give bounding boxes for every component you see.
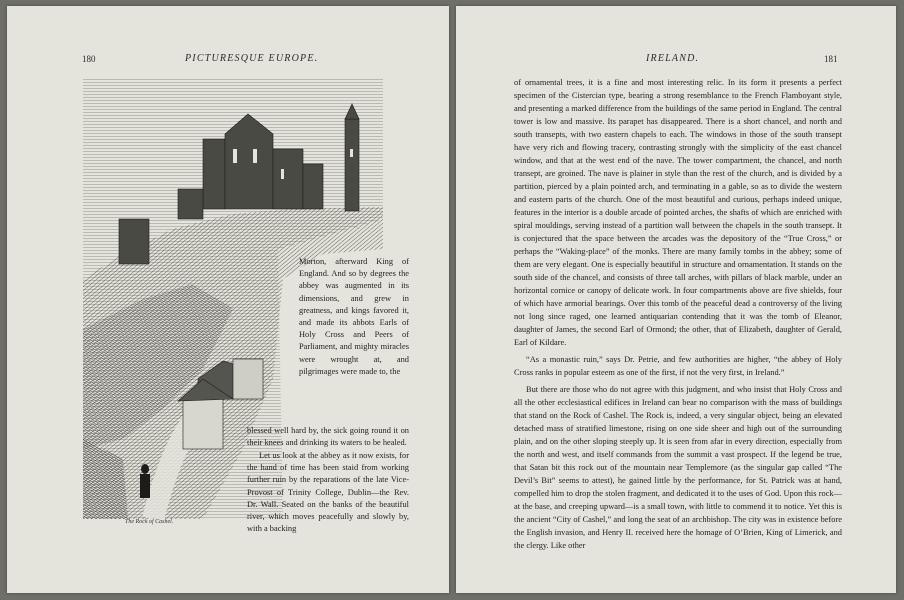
right-running-head: IRELAND. — [646, 53, 700, 64]
left-paragraph-1: Morton, afterward King of England. And so by degrees the abbey was augmented in its dimensions, and grew in greatness, and kings favored it, and made its abbots Earls of Holy Cross and Peers of Parliament, and mighty miracles were wrought at, and pilgrimages were made to, the — [299, 257, 409, 376]
right-text-column — [514, 76, 842, 556]
left-page-number: 180 — [82, 54, 96, 64]
right-page — [456, 6, 896, 593]
left-paragraph-1-end: blessed well hard by, the sick going round it on their knees and drinking its waters to be healed. — [247, 426, 409, 448]
right-paragraph-2: “As a monastic ruin,” says Dr. Petrie, and few authorities are higher, “the abbey of Holy Cross ranks in popular esteem as one of the first, if not the very first, in Ireland.” — [514, 355, 842, 377]
left-paragraph-2: Let us look at the abbey as it now exists, for the hand of time has been staid from working further ruin by the reparations of the late Vice-Provost of Trinity College, Dublin—the Rev. Dr. Wall. Seated on the banks of the beautiful river, which moves peacefully and slowly by, with a backing — [247, 451, 409, 534]
right-paragraph-3: But there are those who do not agree with this judgment, and who insist that Holy Cross and all the other ecclesiastical edifices in Ireland can bear no comparison with the mass of buildings that stand on the Rock of Cashel. The Rock is, indeed, a very singular object, being an elevated detached mass of stratified limestone, rising on one side sheer and high out of the surrounding plain, and on the other sloping steeply up. It is seen from afar in every direction, especially from the north and west, and itself commands from the summit a vast prospect. If the legend be true, that Satan bit this rock out of the mountain near Templemore (as the singular gap called “The Devil’s Bit” seems to attest), he gained little by the performance, for St. Patrick was at hand, compelled him to drop the stolen fragment, and dedicated it to the uses of God. Upon this rock—at the base, and creeping upward—is a small town, with little to commend it to notice. Yet this is the ancient “City of Cashel,” and long the seat of an archbishop. The city was in existence before the English invasion, and Henry II. received here the homage of O’Brien, King of Limerick, and the clergy. Like other — [514, 385, 842, 550]
illustration-caption: The Rock of Cashel. — [125, 519, 174, 525]
right-page-number: 181 — [824, 54, 838, 64]
right-paragraph-1: of ornamental trees, it is a fine and most interesting relic. In its form it presents a perfect specimen of the Cistercian type, bearing a strong resemblance to the French Flamboyant style, and presenting a marked difference from the buildings of the same period in England. The central tower is low and massive. Its parapet has disappeared. There is a short chancel, and north and south transepts, with two eastern chapels to each. The windows in those of the south transept have very rich and flowing tracery, contrasting strongly with the simplicity of the east chancel window, and that at the west end of the nave. The tower compartment, the chancel, and north transept, are groined. The nave is plainer in style than the rest of the church, and is divided by a partition, pierced by a plain pointed arch, and terminating in a gable, so as to divide the western and eastern parts of the church. One of the most beautiful and curious, perhaps indeed unique, features in the interior is a double arcade of pointed arches, the shafts of which are enriched with spiral mouldings, serving instead of a partition wall between the chapels in the south transept. It is conjectured that the space between the arcades was the depository of the “True Cross,” or perhaps the “Waking-place” of the monks. There are many family tombs in the abbey; some of them are very elegant. One is especially beautiful in structure and ornamentation. It stands on the south side of the chancel, and consists of three tall arches, with pillars of black marble, under an horizontal cornice or canopy of delicate work. In four compartments above are five shields, four of which have armorial bearings. Over this tomb of the peaceful dead a controversy of the living not long since raged, one learned antiquarian contending that it was the tomb of Eleanor, daughter of James, the second Earl of Ormond; the other, that of Elizabeth, daughter of Gerald, Earl of Kildare. — [514, 78, 842, 347]
left-page — [7, 6, 449, 593]
left-running-head: PICTURESQUE EUROPE. — [185, 53, 319, 64]
